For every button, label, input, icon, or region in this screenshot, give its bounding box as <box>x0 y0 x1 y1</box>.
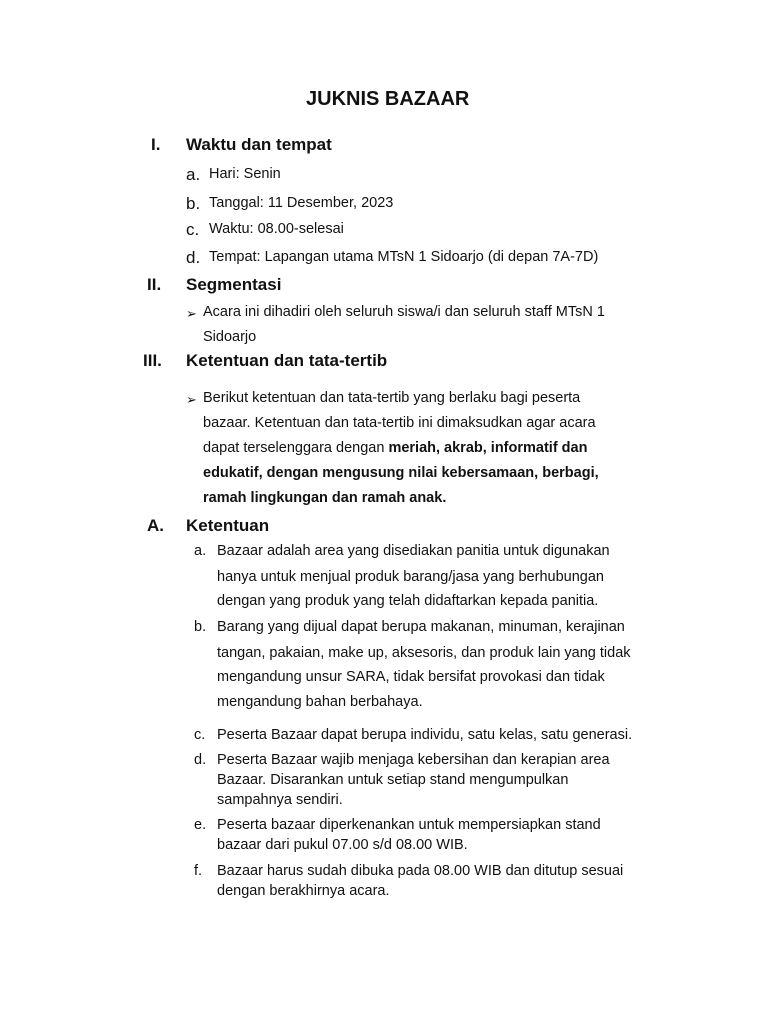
list-item-text: Waktu: 08.00-selesai <box>209 221 344 237</box>
list-marker: b. <box>194 619 207 635</box>
emphasis-text: meriah, akrab, informatif dan <box>388 440 588 456</box>
section-number: III. <box>143 351 162 370</box>
list-marker: c. <box>186 220 200 239</box>
list-marker: a. <box>186 165 201 184</box>
list-item-text: Tempat: Lapangan utama MTsN 1 Sidoarjo (di depan 7A-7D) <box>209 249 599 265</box>
section-number: A. <box>147 516 164 535</box>
emphasis-text: edukatif, dengan mengusung nilai kebersamaan, berbagi, <box>203 465 599 481</box>
paragraph-line-bold <box>203 490 446 506</box>
paragraph-line: bazaar. Ketentuan dan tata-tertib ini dimaksudkan agar acara <box>203 415 596 431</box>
paragraph-text: dapat terselenggara dengan <box>203 440 389 456</box>
list-item-line: mengandung bahan berbahaya. <box>217 694 423 710</box>
list-item-line: dengan berakhirnya acara. <box>217 883 390 899</box>
list-marker: e. <box>194 817 207 833</box>
list-marker: c. <box>194 727 206 743</box>
paragraph-line: Berikut ketentuan dan tata-tertib yang berlaku bagi peserta <box>203 390 581 406</box>
list-marker: d. <box>186 248 201 267</box>
paragraph-line <box>203 440 587 456</box>
list-marker: f. <box>194 863 203 879</box>
paragraph-line: Acara ini dihadiri oleh seluruh siswa/i dan seluruh staff MTsN 1 <box>203 304 605 320</box>
arrow-bullet-icon: ➢ <box>186 306 197 321</box>
list-item-line: Bazaar adalah area yang disediakan panitia untuk digunakan <box>217 543 610 559</box>
section-heading: Ketentuan dan tata-tertib <box>186 351 388 370</box>
list-marker: d. <box>194 752 207 768</box>
paragraph-line-bold <box>203 465 599 481</box>
list-item-line: Peserta bazaar diperkenankan untuk mempersiapkan stand <box>217 817 601 833</box>
paragraph-line: Sidoarjo <box>203 329 257 345</box>
list-marker: b. <box>186 194 201 213</box>
list-item-line: bazaar dari pukul 07.00 s/d 08.00 WIB. <box>217 837 468 853</box>
section-heading: Waktu dan tempat <box>186 135 332 154</box>
section-heading: Segmentasi <box>186 275 282 294</box>
list-item-line: tangan, pakaian, make up, aksesoris, dan produk lain yang tidak <box>217 645 631 661</box>
list-item-line: Peserta Bazaar dapat berupa individu, satu kelas, satu generasi. <box>217 727 633 743</box>
section-number: I. <box>151 135 161 154</box>
list-item-text: Hari: Senin <box>209 166 281 182</box>
list-item-line: dengan yang produk yang telah didaftarkan kepada panitia. <box>217 593 599 609</box>
section-heading: Ketentuan <box>186 516 270 535</box>
list-item-text: Tanggal: 11 Desember, 2023 <box>209 195 394 211</box>
list-item-line: Bazaar harus sudah dibuka pada 08.00 WIB dan ditutup sesuai <box>217 863 624 879</box>
arrow-bullet-icon: ➢ <box>186 392 197 407</box>
list-item-line: Peserta Bazaar wajib menjaga kebersihan dan kerapian area <box>217 752 610 768</box>
list-item-line: sampahnya sendiri. <box>217 792 343 808</box>
section-number: II. <box>147 275 162 294</box>
emphasis-text: ramah lingkungan dan ramah anak. <box>203 490 447 506</box>
list-item-line: Bazaar. Disarankan untuk setiap stand mengumpulkan <box>217 772 569 788</box>
list-item-line: hanya untuk menjual produk barang/jasa yang berhubungan <box>217 569 604 585</box>
list-marker: a. <box>194 543 207 559</box>
list-item-line: Barang yang dijual dapat berupa makanan, minuman, kerajinan <box>217 619 625 635</box>
document-title: JUKNIS BAZAAR <box>306 88 470 110</box>
list-item-line: mengandung unsur SARA, tidak bersifat provokasi dan tidak <box>217 669 605 685</box>
